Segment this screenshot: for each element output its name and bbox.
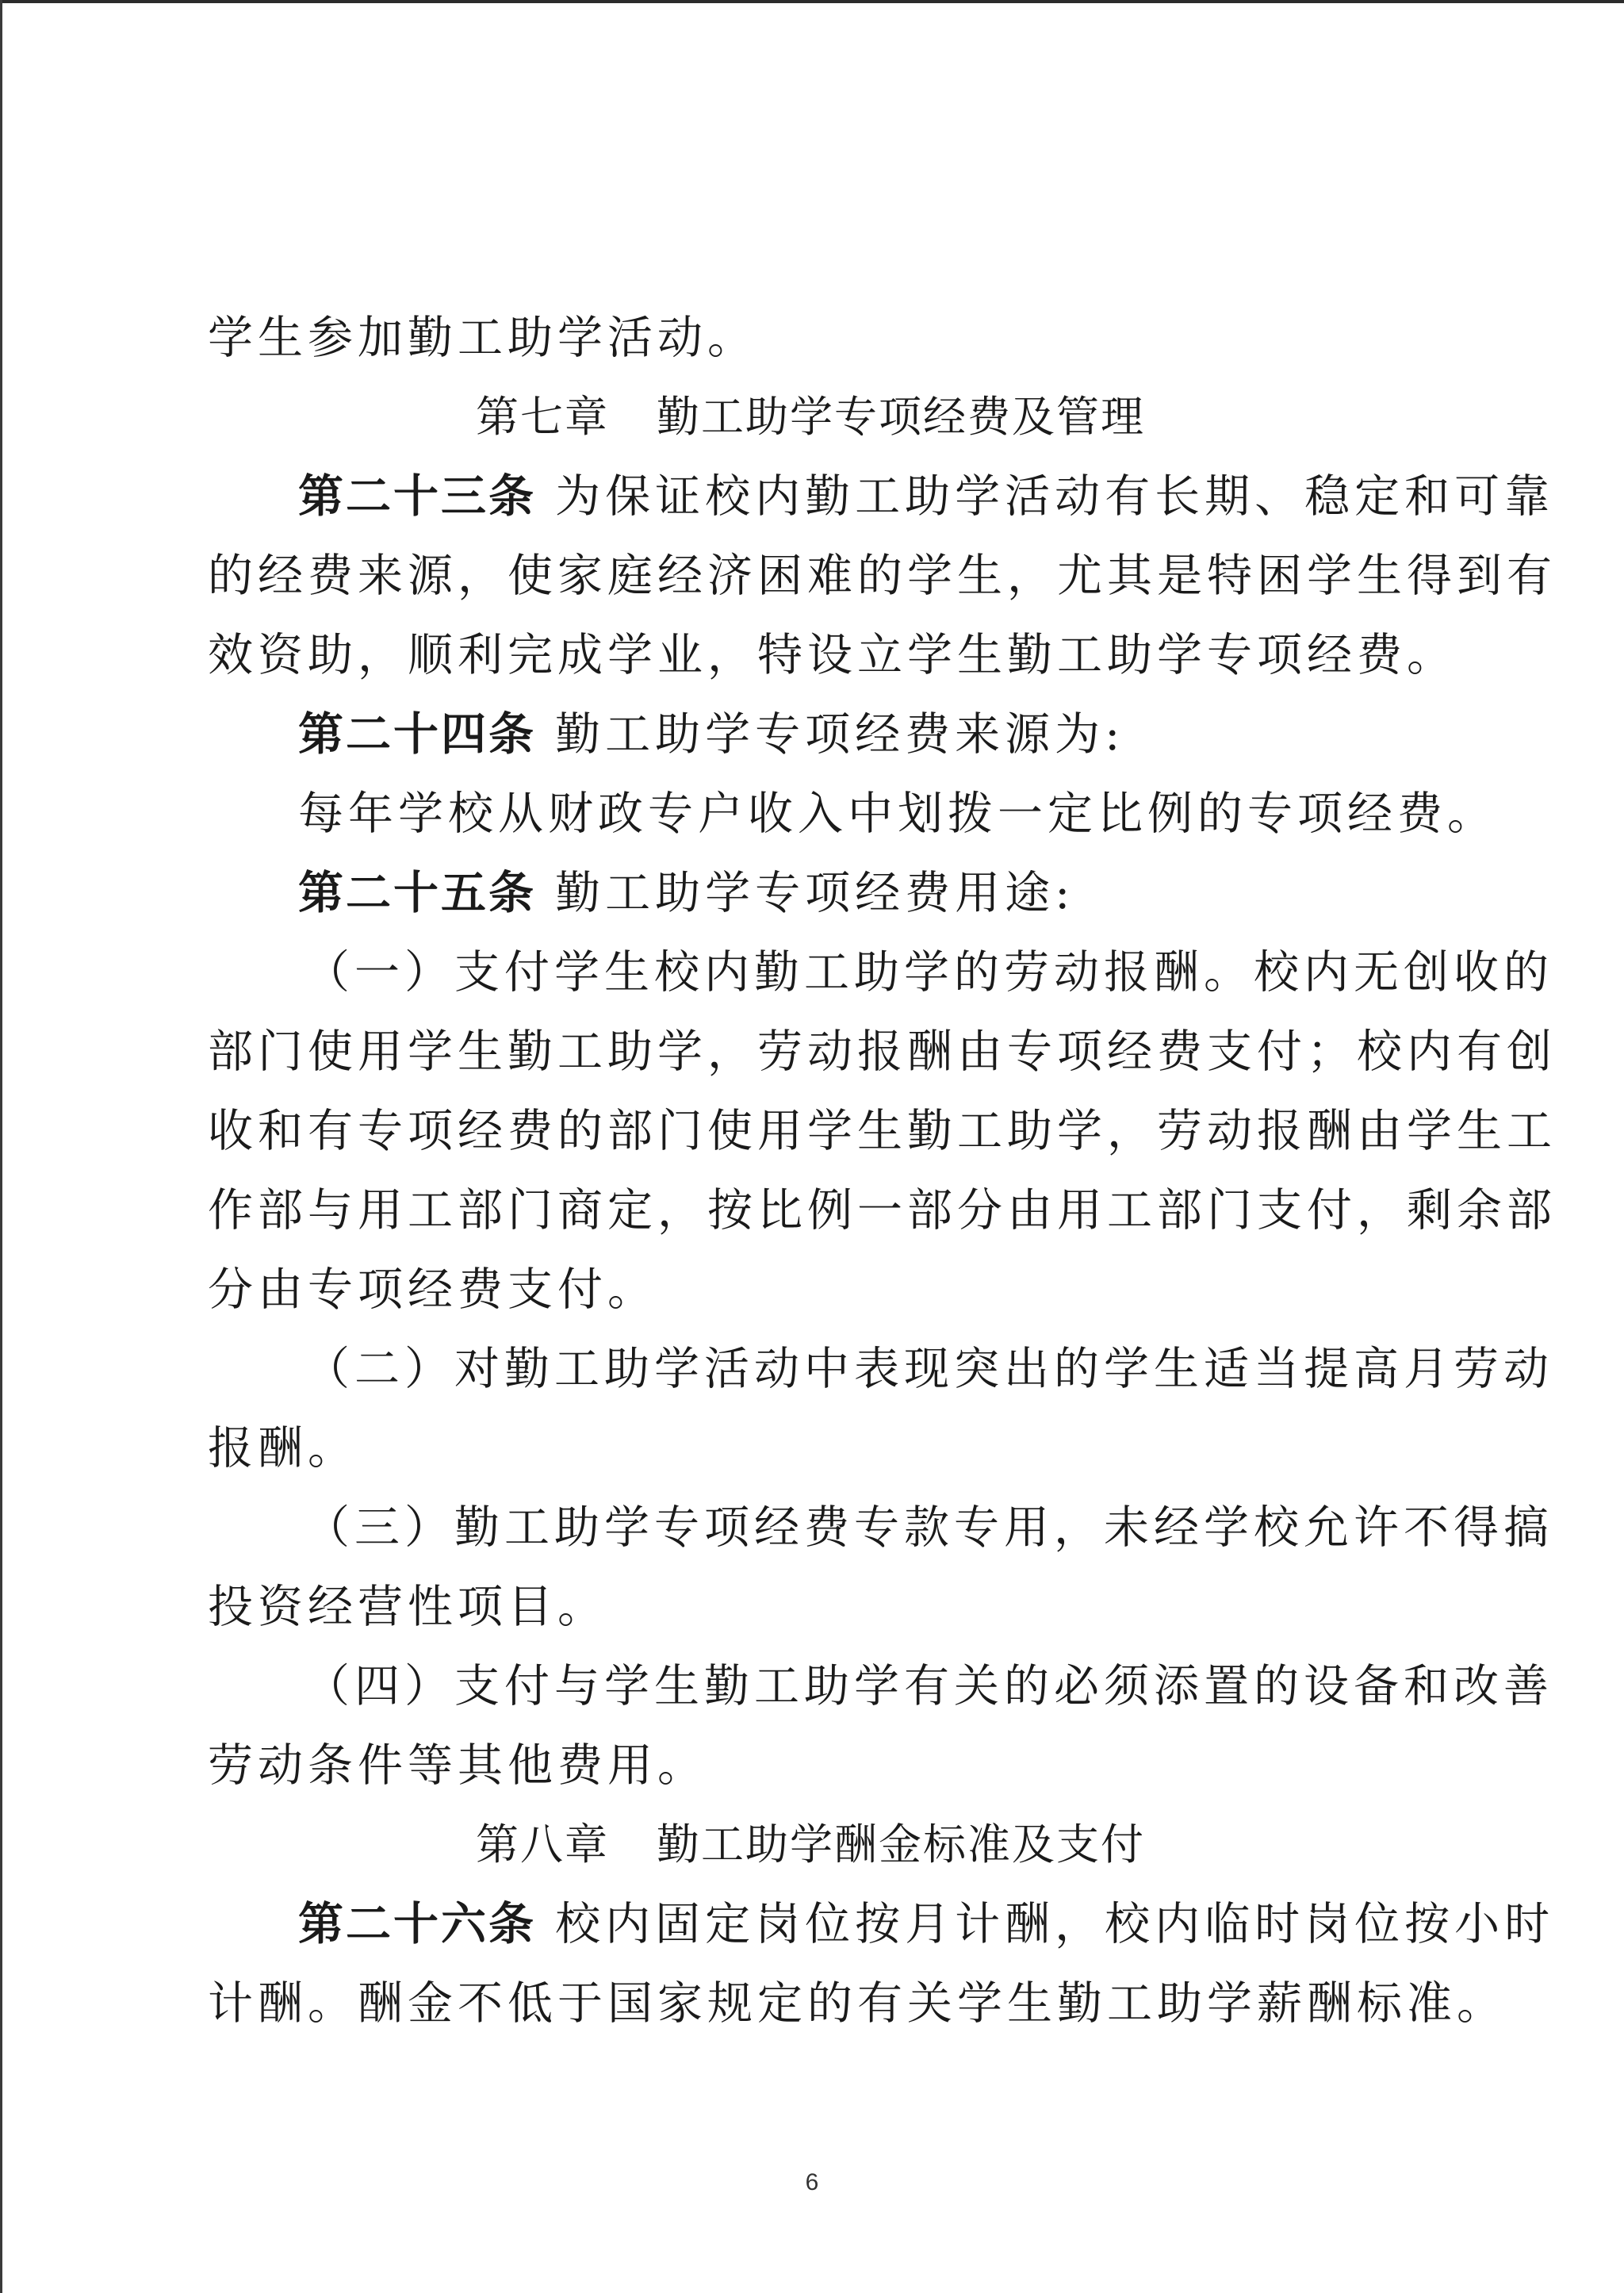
chapter-8-title: 勤工助学酬金标准及支付 bbox=[657, 1819, 1145, 1869]
item-1-line-1: （一）支付学生校内勤工助学的劳动报酬。校内无创收的 bbox=[304, 946, 1553, 999]
item-1-line-4: 作部与用工部门商定，按比例一部分由用工部门支付，剩余部 bbox=[208, 1184, 1557, 1237]
item-2-line-2: 报酬。 bbox=[208, 1422, 358, 1474]
item-1-line-5: 分由专项经费支付。 bbox=[208, 1263, 657, 1316]
article-24-label: 第二十四条 bbox=[298, 708, 536, 761]
item-4-line-2: 劳动条件等其他费用。 bbox=[208, 1739, 707, 1792]
item-1-line-2: 部门使用学生勤工助学，劳动报酬由专项经费支付；校内有创 bbox=[208, 1026, 1557, 1078]
article-23-text-1: 为保证校内勤工助学活动有长期、稳定和可靠 bbox=[555, 470, 1555, 523]
article-26-line-1 bbox=[208, 1885, 1555, 1964]
article-23-line-1 bbox=[208, 457, 1555, 536]
item-2-line-1: （二）对勤工助学活动中表现突出的学生适当提高月劳动 bbox=[304, 1343, 1553, 1395]
chapter-7-title: 勤工助学专项经费及管理 bbox=[657, 392, 1145, 442]
document-body bbox=[208, 298, 1557, 2043]
item-3-line-2: 投资经营性项目。 bbox=[208, 1581, 607, 1633]
article-24-line-2: 每年学校从财政专户收入中划拨一定比例的专项经费。 bbox=[298, 788, 1497, 840]
article-26-label: 第二十六条 bbox=[298, 1898, 536, 1950]
item-1-line-3: 收和有专项经费的部门使用学生勤工助学，劳动报酬由学生工 bbox=[208, 1105, 1557, 1157]
chapter-8-number: 第八章 bbox=[476, 1819, 609, 1869]
scan-edge-top bbox=[0, 0, 1624, 3]
article-24-text: 勤工助学专项经费来源为: bbox=[555, 708, 1125, 761]
chapter-7-heading bbox=[208, 378, 1413, 457]
item-4-line-1: （四）支付与学生勤工助学有关的必须添置的设备和改善 bbox=[304, 1660, 1553, 1712]
article-26-line-2: 计酬。酬金不低于国家规定的有关学生勤工助学薪酬标准。 bbox=[208, 1977, 1507, 2030]
article-26-text-1: 校内固定岗位按月计酬，校内临时岗位按小时 bbox=[555, 1898, 1555, 1950]
article-25-text: 勤工助学专项经费用途: bbox=[555, 867, 1075, 919]
article-23-line-2: 的经费来源，使家庭经济困难的学生，尤其是特困学生得到有 bbox=[208, 550, 1557, 602]
scan-edge-left bbox=[0, 0, 2, 2293]
page-number: 6 bbox=[805, 2169, 819, 2195]
chapter-8-heading bbox=[208, 1805, 1413, 1885]
intro-line: 学生参加勤工助学活动。 bbox=[208, 312, 757, 364]
item-3-line-1: （三）勤工助学专项经费专款专用，未经学校允许不得搞 bbox=[304, 1501, 1553, 1554]
article-23-label: 第二十三条 bbox=[298, 470, 536, 523]
chapter-7-number: 第七章 bbox=[476, 392, 609, 442]
article-23-line-3: 效资助，顺利完成学业，特设立学生勤工助学专项经费。 bbox=[208, 629, 1457, 681]
article-24-line-1 bbox=[208, 695, 1413, 774]
article-25-line-1 bbox=[208, 853, 1413, 933]
article-25-label: 第二十五条 bbox=[298, 867, 536, 919]
